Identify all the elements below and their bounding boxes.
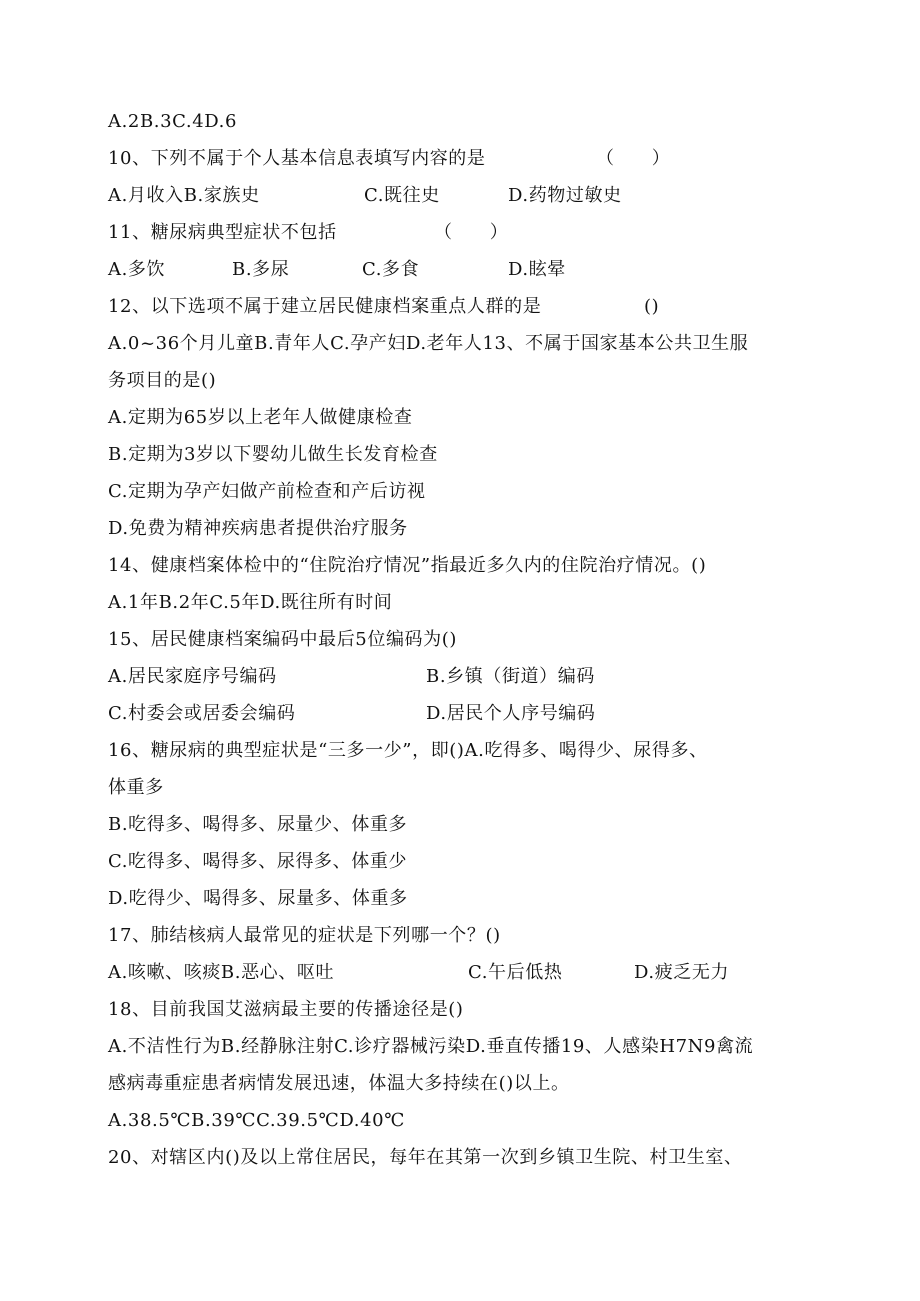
question-text: 11、糖尿病典型症状不包括 bbox=[108, 222, 337, 243]
option-text: C.既往史 bbox=[364, 185, 440, 206]
question-18: 18、目前我国艾滋病最主要的传播途径是() bbox=[108, 999, 464, 1020]
text-line: D.吃得少、喝得多、尿量多、体重多 bbox=[108, 888, 408, 909]
text-line: B.定期为3岁以下婴幼儿做生长发育检查 bbox=[108, 444, 438, 465]
text-line: B.吃得多、喝得多、尿量少、体重多 bbox=[108, 814, 408, 835]
option-text: A.多饮 bbox=[108, 259, 166, 280]
text-line: 感病毒重症患者病情发展迅速，体温大多持续在()以上。 bbox=[108, 1073, 570, 1094]
text-line: A.38.5℃B.39℃C.39.5℃D.40℃ bbox=[108, 1110, 405, 1131]
option-text: D.居民个人序号编码 bbox=[426, 703, 596, 724]
option-text: D.疲乏无力 bbox=[634, 962, 730, 983]
option-text: D.药物过敏史 bbox=[508, 185, 622, 206]
option-text: D.眩晕 bbox=[508, 259, 566, 280]
text-line: 体重多 bbox=[108, 777, 164, 798]
answer-blank: () bbox=[644, 296, 660, 317]
question-14: 14、健康档案体检中的“住院治疗情况”指最近多久内的住院治疗情况。() bbox=[108, 555, 707, 576]
question-16: 16、糖尿病的典型症状是“三多一少”，即()A.吃得多、喝得少、尿得多、 bbox=[108, 740, 708, 761]
option-text: A.咳嗽、咳痰B.恶心、呕吐 bbox=[108, 962, 335, 983]
option-text: B.乡镇（街道）编码 bbox=[426, 666, 595, 687]
option-text: C.午后低热 bbox=[468, 962, 563, 983]
option-text: A.居民家庭序号编码 bbox=[108, 666, 277, 687]
option-text: B.多尿 bbox=[232, 259, 290, 280]
text-line: A.1年B.2年C.5年D.既往所有时间 bbox=[108, 592, 393, 613]
text-line: 务项目的是() bbox=[108, 370, 217, 391]
text-line: C.吃得多、喝得多、尿得多、体重少 bbox=[108, 851, 408, 872]
text-line: C.定期为孕产妇做产前检查和产后访视 bbox=[108, 481, 426, 502]
question-17: 17、肺结核病人最常见的症状是下列哪一个？() bbox=[108, 925, 501, 946]
option-text: C.村委会或居委会编码 bbox=[108, 703, 296, 724]
question-20: 20、对辖区内()及以上常住居民，每年在其第一次到乡镇卫生院、村卫生室、 bbox=[108, 1147, 743, 1168]
text-line: A.定期为65岁以上老年人做健康检查 bbox=[108, 407, 413, 428]
option-text: A.月收入B.家族史 bbox=[108, 185, 260, 206]
line-answer-options-9: A.2B.3C.4D.6 bbox=[108, 111, 238, 132]
answer-blank: （ ） bbox=[596, 148, 671, 169]
text-line: A.不洁性行为B.经静脉注射C.诊疗器械污染D.垂直传播19、人感染H7N9禽流 bbox=[108, 1036, 754, 1057]
text-line: D.免费为精神疾病患者提供治疗服务 bbox=[108, 518, 408, 539]
question-text: 12、以下选项不属于建立居民健康档案重点人群的是 bbox=[108, 296, 542, 317]
question-text: 10、下列不属于个人基本信息表填写内容的是 bbox=[108, 148, 486, 169]
text-line: A.0~36个月儿童B.青年人C.孕产妇D.老年人13、不属于国家基本公共卫生服 bbox=[108, 333, 749, 354]
answer-blank: （ ） bbox=[434, 222, 509, 243]
question-15: 15、居民健康档案编码中最后5位编码为() bbox=[108, 629, 457, 650]
option-text: C.多食 bbox=[362, 259, 420, 280]
